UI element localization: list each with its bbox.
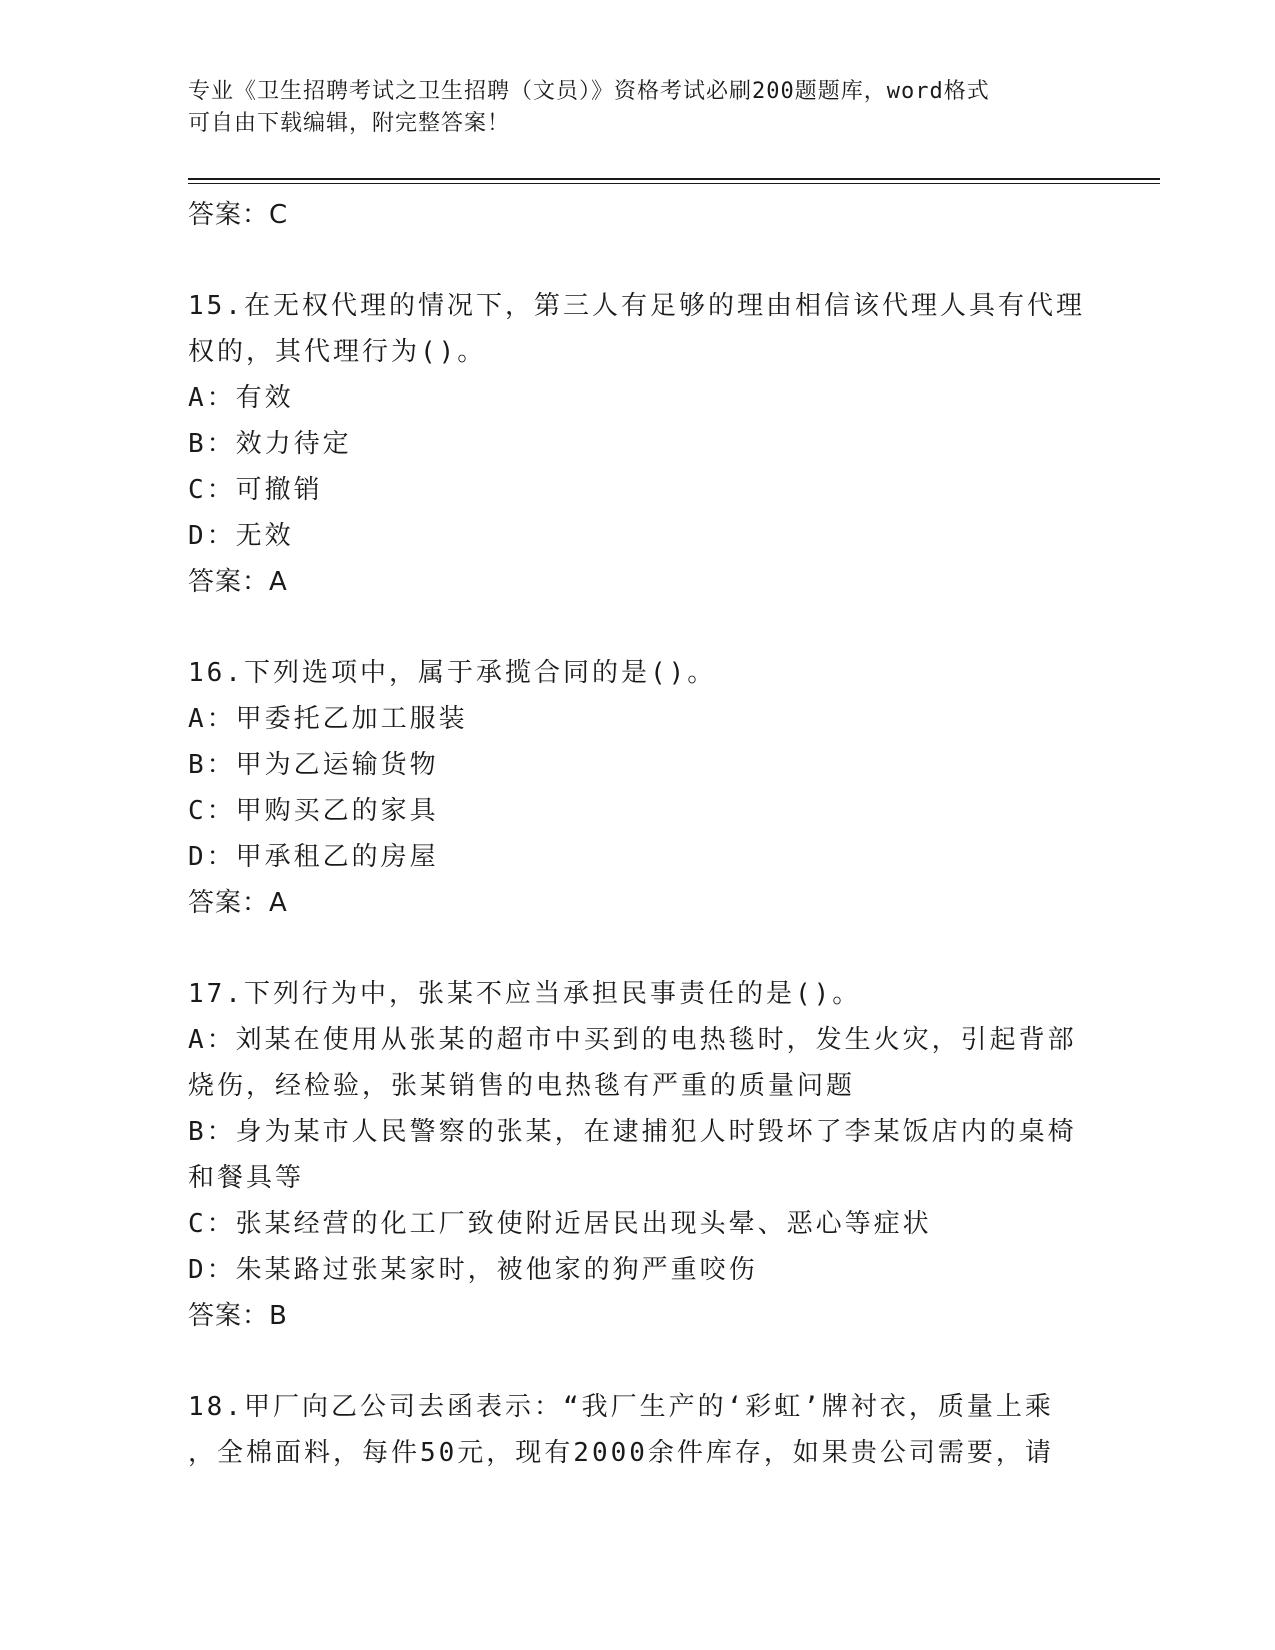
header-rule-thin xyxy=(188,183,1160,184)
header-line-2: 可自由下载编辑，附完整答案！ xyxy=(188,111,511,136)
question-18 xyxy=(188,1384,1088,1476)
question-17-stem: 17.下列行为中，张某不应当承担民事责任的是()。 xyxy=(188,979,862,1009)
question-17-option-a-line-1: A：刘某在使用从张某的超市中买到的电热毯时，发生火灾，引起背部 xyxy=(188,1025,1077,1055)
question-15-option-b: B：效力待定 xyxy=(188,429,352,459)
spacer xyxy=(188,1339,1088,1384)
question-16-answer: 答案：A xyxy=(188,888,288,918)
question-16-stem: 16.下列选项中，属于承揽合同的是()。 xyxy=(188,658,717,688)
question-17 xyxy=(188,971,1088,1339)
question-15-option-d: D：无效 xyxy=(188,521,294,551)
question-17-option-a-line-2: 烧伤，经检验，张某销售的电热毯有严重的质量问题 xyxy=(188,1071,856,1101)
question-16-option-d: D：甲承租乙的房屋 xyxy=(188,842,439,872)
question-15-option-c: C：可撤销 xyxy=(188,475,323,505)
question-17-option-b-line-1: B：身为某市人民警察的张某，在逮捕犯人时毁坏了李某饭店内的桌椅 xyxy=(188,1117,1077,1147)
page-header xyxy=(188,76,1068,140)
question-list xyxy=(188,192,1088,1476)
question-17-option-c: C：张某经营的化工厂致使附近居民出现头晕、恶心等症状 xyxy=(188,1209,932,1239)
question-15-stem-line-2: 权的，其代理行为()。 xyxy=(188,337,487,367)
question-16 xyxy=(188,650,1088,926)
question-16-option-a: A：甲委托乙加工服装 xyxy=(188,704,468,734)
spacer xyxy=(188,238,1088,283)
question-17-option-b-line-2: 和餐具等 xyxy=(188,1163,305,1193)
question-17-answer: 答案：B xyxy=(188,1301,288,1331)
question-17-option-d: D：朱某路过张某家时，被他家的狗严重咬伤 xyxy=(188,1255,758,1285)
answer-q14: 答案：C xyxy=(188,200,289,230)
header-line-1: 专业《卫生招聘考试之卫生招聘（文员）》资格考试必刷200题题库，word格式 xyxy=(188,79,990,104)
question-16-option-b: B：甲为乙运输货物 xyxy=(188,750,439,780)
question-18-stem-line-1: 18.甲厂向乙公司去函表示：“我厂生产的‘彩虹’牌衬衣，质量上乘 xyxy=(188,1392,1054,1422)
question-15-stem-line-1: 15.在无权代理的情况下，第三人有足够的理由相信该代理人具有代理 xyxy=(188,291,1085,321)
question-15 xyxy=(188,283,1088,605)
question-16-option-c: C：甲购买乙的家具 xyxy=(188,796,439,826)
question-15-answer: 答案：A xyxy=(188,567,288,597)
question-18-stem-line-2: ，全棉面料，每件50元，现有2000余件库存，如果贵公司需要，请 xyxy=(188,1438,1054,1468)
header-rule-thick xyxy=(188,178,1160,180)
spacer xyxy=(188,926,1088,971)
spacer xyxy=(188,605,1088,650)
question-15-option-a: A：有效 xyxy=(188,383,294,413)
